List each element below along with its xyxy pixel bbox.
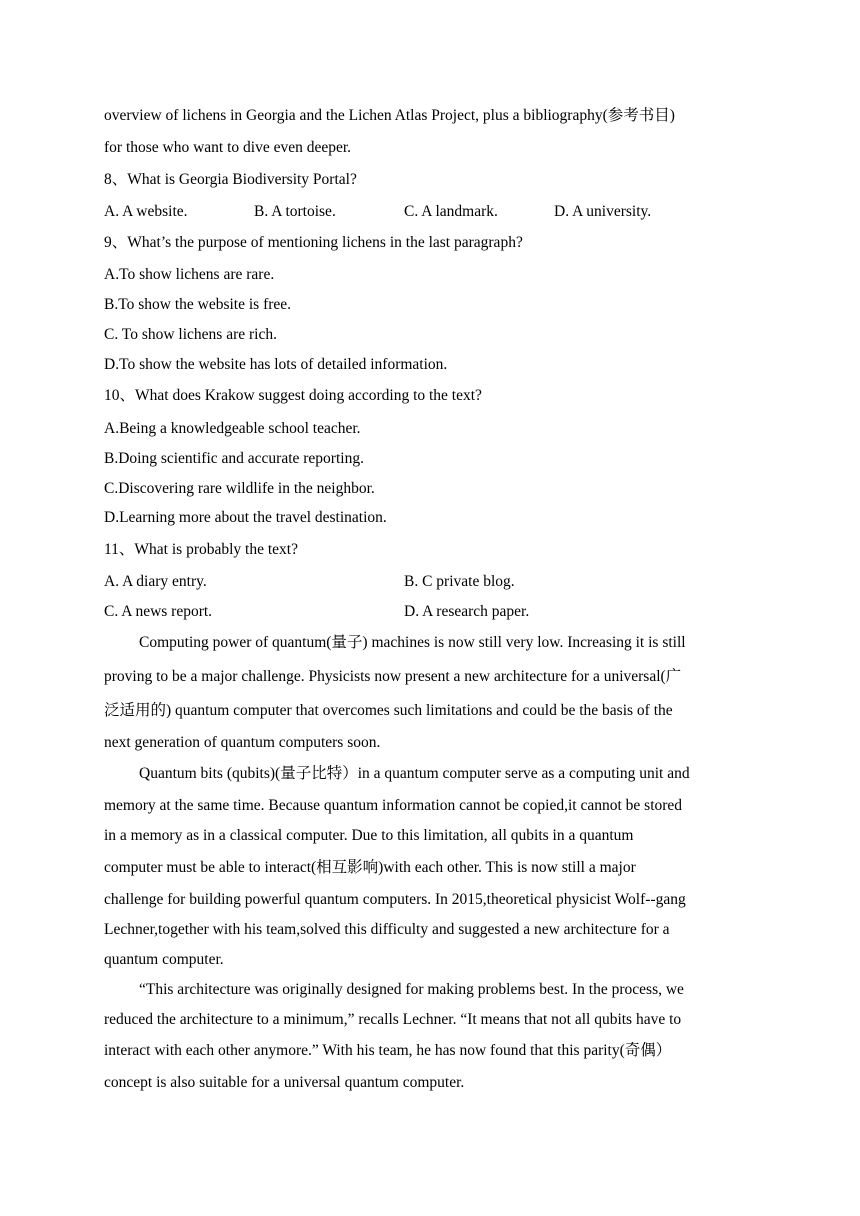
text-line: overview of lichens in Georgia and the Lichen Atlas Project, plus a bibliography(参考书目) (104, 107, 675, 124)
option-b: B.Doing scientific and accurate reporting. (104, 450, 364, 467)
text-line: 泛适用的) quantum computer that overcomes such limitations and could be the basis of the (104, 702, 673, 719)
text-line: next generation of quantum computers soon. (104, 734, 381, 751)
option-c: C. A landmark. (404, 203, 498, 220)
text-line: reduced the architecture to a minimum,” recalls Lechner. “It means that not all qubits have to (104, 1011, 682, 1028)
text-line: concept is also suitable for a universal quantum computer. (104, 1074, 465, 1091)
text-line: quantum computer. (104, 951, 224, 968)
question-stem: 8、What is Georgia Biodiversity Portal? (104, 171, 357, 188)
text-line: challenge for building powerful quantum computers. In 2015,theoretical physicist Wolf--gang (104, 891, 686, 908)
text-line: memory at the same time. Because quantum information cannot be copied,it cannot be stored (104, 797, 683, 814)
option-c: C. To show lichens are rich. (104, 326, 277, 343)
text-line: in a memory as in a classical computer. Due to this limitation, all qubits in a quantum (104, 827, 634, 844)
question-stem: 11、What is probably the text? (104, 541, 298, 558)
option-a: A. A diary entry. (104, 573, 207, 590)
question-stem: 10、What does Krakow suggest doing according to the text? (104, 387, 482, 404)
option-b: B. C private blog. (404, 573, 515, 590)
option-a: A. A website. (104, 203, 188, 220)
option-c: C.Discovering rare wildlife in the neighbor. (104, 480, 375, 497)
text-line: computer must be able to interact(相互影响)with each other. This is now still a major (104, 859, 636, 876)
question-stem: 9、What’s the purpose of mentioning lichens in the last paragraph? (104, 234, 523, 251)
text-line: for those who want to dive even deeper. (104, 139, 352, 156)
option-a: A.Being a knowledgeable school teacher. (104, 420, 361, 437)
option-b: B. A tortoise. (254, 203, 336, 220)
text-line: interact with each other anymore.” With his team, he has now found that this parity(奇偶） (104, 1042, 672, 1059)
text-line: “This architecture was originally designed for making problems best. In the process, we (139, 981, 684, 998)
text-line: Computing power of quantum(量子) machines is now still very low. Increasing it is still (139, 634, 686, 651)
option-a: A.To show lichens are rare. (104, 266, 275, 283)
option-d: D. A university. (554, 203, 652, 220)
text-line: Quantum bits (qubits)(量子比特）in a quantum computer serve as a computing unit and (139, 765, 690, 782)
option-c: C. A news report. (104, 603, 213, 620)
option-b: B.To show the website is free. (104, 296, 292, 313)
text-line: proving to be a major challenge. Physicists now present a new architecture for a universal(广 (104, 668, 682, 685)
option-d: D.Learning more about the travel destination. (104, 509, 387, 526)
option-d: D.To show the website has lots of detailed information. (104, 356, 448, 373)
text-line: Lechner,together with his team,solved this difficulty and suggested a new architecture for a (104, 921, 670, 938)
option-d: D. A research paper. (404, 603, 530, 620)
